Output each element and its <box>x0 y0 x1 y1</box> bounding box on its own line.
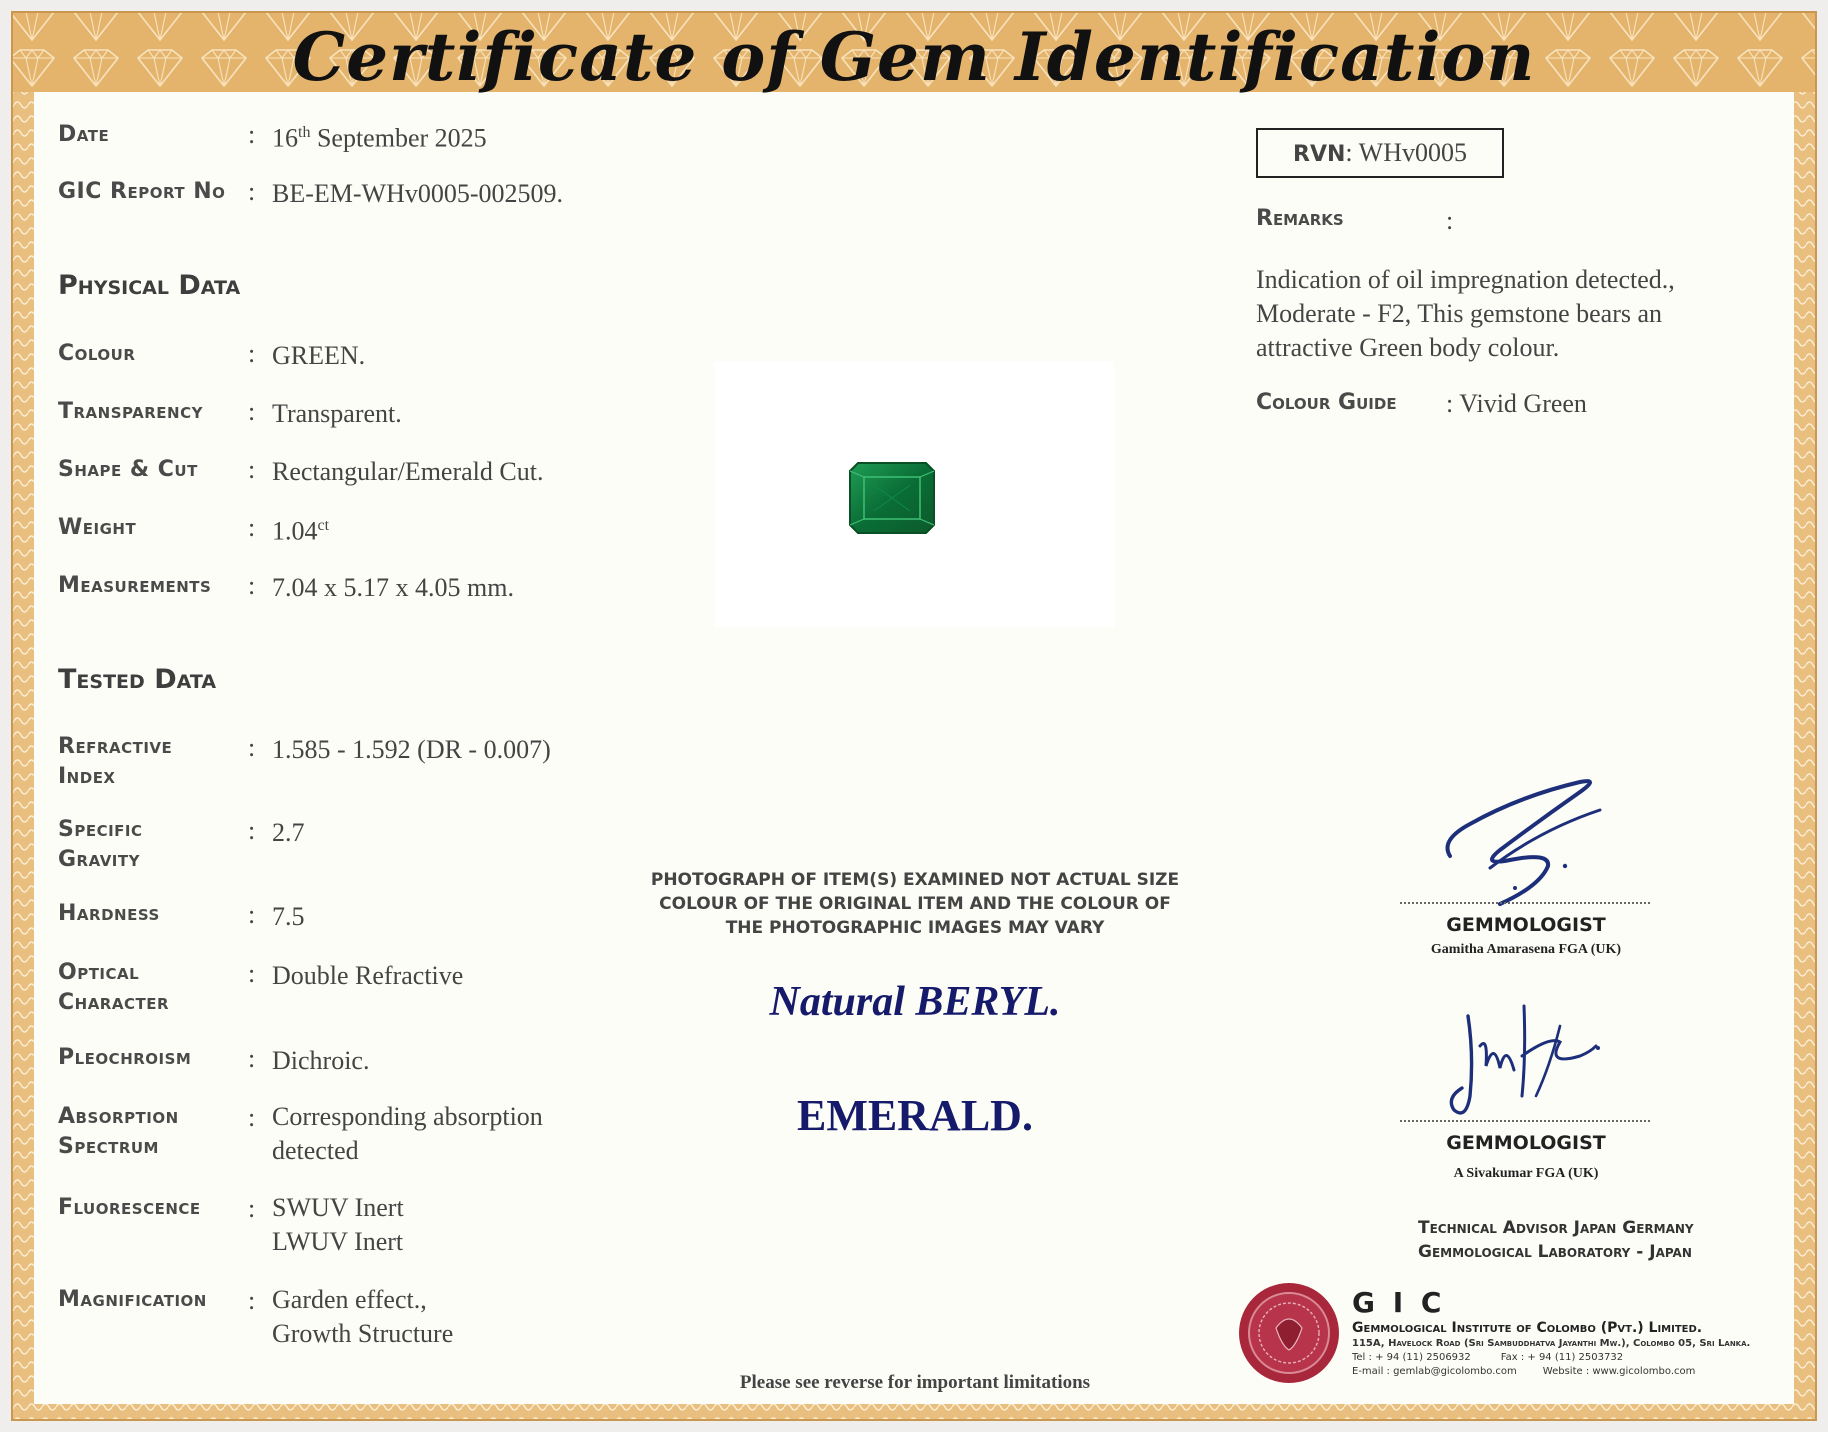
tested-data-heading: Tested Data <box>58 664 217 695</box>
colon: : <box>248 339 256 368</box>
date-label: Date <box>58 122 110 147</box>
colour-value: GREEN. <box>272 341 366 370</box>
colon: : <box>248 1103 256 1132</box>
transparency-label: Transparency <box>58 399 203 424</box>
signature-line-2 <box>1400 1120 1650 1122</box>
magnification-label: Magnification <box>58 1287 207 1312</box>
absorption-label: Absorption Spectrum <box>58 1104 179 1159</box>
signature-gamitha <box>1430 770 1620 910</box>
hardness-label: Hardness <box>58 901 160 926</box>
institute-address: 115A, Havelock Road (Sri Sambuddhatva Jayanthi Mw.), Colombo 05, Sri Lanka. <box>1352 1338 1751 1349</box>
gem-photo-frame <box>714 361 1114 627</box>
weight-value: $1.04^{ct}$ <box>272 516 330 546</box>
colon: : <box>248 397 256 426</box>
technical-advisor: Technical Advisor Japan Germany Gemmological Laboratory - Japan <box>1418 1218 1694 1262</box>
shape-label: Shape & Cut <box>58 457 198 482</box>
physical-data-heading: Physical Data <box>58 270 241 301</box>
institute-name: Gemmological Institute of Colombo (Pvt.) Limited. <box>1352 1320 1703 1336</box>
colon: : <box>248 571 256 600</box>
magnification-value: Garden effect., Growth Structure <box>272 1285 454 1348</box>
colon: : <box>248 513 256 542</box>
rvn-value: : WHv0005 <box>1345 138 1467 167</box>
institute-web-line: E-mail : gemlab@gicolombo.com Website : www.gicolombo.com <box>1352 1366 1696 1377</box>
ri-label: Refractive Index <box>58 734 173 789</box>
remarks-text: Indication of oil impregnation detected., Moderate - F2, This gemstone bears an attractive Green body colour. <box>1256 265 1675 362</box>
colon: : <box>248 900 256 929</box>
institute-phone-line: Tel : + 94 (11) 2506932 Fax : + 94 (11) 2503732 <box>1352 1352 1624 1363</box>
hardness-value: 7.5 <box>272 902 305 931</box>
pleochroism-value: Dichroic. <box>272 1046 370 1075</box>
transparency-value: Transparent. <box>272 399 402 428</box>
colon: : <box>248 816 256 845</box>
limitations-note: Please see reverse for important limitations <box>739 1372 1091 1393</box>
colon: : <box>248 120 256 149</box>
gemmologist-1-title: GEMMOLOGIST <box>1446 914 1606 936</box>
ri-value: 1.585 - 1.592 (DR - 0.007) <box>272 735 551 764</box>
colour-label: Colour <box>58 341 136 366</box>
gemmologist-2-title: GEMMOLOGIST <box>1446 1132 1606 1154</box>
photo-disclaimer: PHOTOGRAPH OF ITEM(S) EXAMINED NOT ACTUAL SIZE COLOUR OF THE ORIGINAL ITEM AND THE COLOUR OF THE PHOTOGRAPHIC IMAGES MAY VARY <box>650 870 1180 938</box>
colon: : <box>248 1286 256 1315</box>
colour-guide-label: Colour Guide <box>1256 390 1397 415</box>
signature-line-1 <box>1400 902 1650 904</box>
species-name: Natural BERYL. <box>769 979 1061 1025</box>
colon: : <box>248 733 256 762</box>
colon: : <box>1446 206 1454 235</box>
remarks-label: Remarks <box>1256 206 1344 231</box>
fluorescence-value: SWUV Inert LWUV Inert <box>272 1193 404 1256</box>
absorption-value: Corresponding absorption detected <box>272 1102 543 1165</box>
fluorescence-label: Fluorescence <box>58 1195 201 1220</box>
pleochroism-label: Pleochroism <box>58 1045 192 1070</box>
signature-sivakumar <box>1440 996 1620 1126</box>
measurements-label: Measurements <box>58 573 212 598</box>
colour-guide-value: : Vivid Green <box>1446 389 1587 418</box>
weight-label: Weight <box>58 515 137 540</box>
rvn-label: RVN <box>1293 142 1346 167</box>
shape-value: Rectangular/Emerald Cut. <box>272 457 544 486</box>
sg-label: Specific Gravity <box>58 817 143 872</box>
colon: : <box>248 1044 256 1073</box>
sg-value: 2.7 <box>272 818 305 847</box>
colon: : <box>248 177 256 206</box>
colon: : <box>248 959 256 988</box>
optical-value: Double Refractive <box>272 961 464 990</box>
report-label: GIC Report No <box>58 179 226 204</box>
date-value: 16th September 2025 <box>272 123 487 153</box>
measurements-value: 7.04 x 5.17 x 4.05 mm. <box>272 573 514 602</box>
report-value: BE-EM-WHv0005-002509. <box>272 179 564 208</box>
optical-label: Optical Character <box>58 960 170 1015</box>
certificate-title: Certificate of Gem Identification <box>292 18 1536 96</box>
emerald-gem-image <box>714 361 1114 627</box>
gemmologist-2-name: A Sivakumar FGA (UK) <box>1453 1166 1599 1181</box>
colon: : <box>248 1194 256 1223</box>
variety-name: EMERALD. <box>797 1091 1033 1140</box>
rvn-box <box>1256 128 1504 178</box>
gemmologist-1-name: Gamitha Amarasena FGA (UK) <box>1430 942 1622 957</box>
wax-seal-logo <box>1236 1280 1342 1386</box>
institute-abbr: G I C <box>1352 1286 1446 1319</box>
colon: : <box>248 455 256 484</box>
